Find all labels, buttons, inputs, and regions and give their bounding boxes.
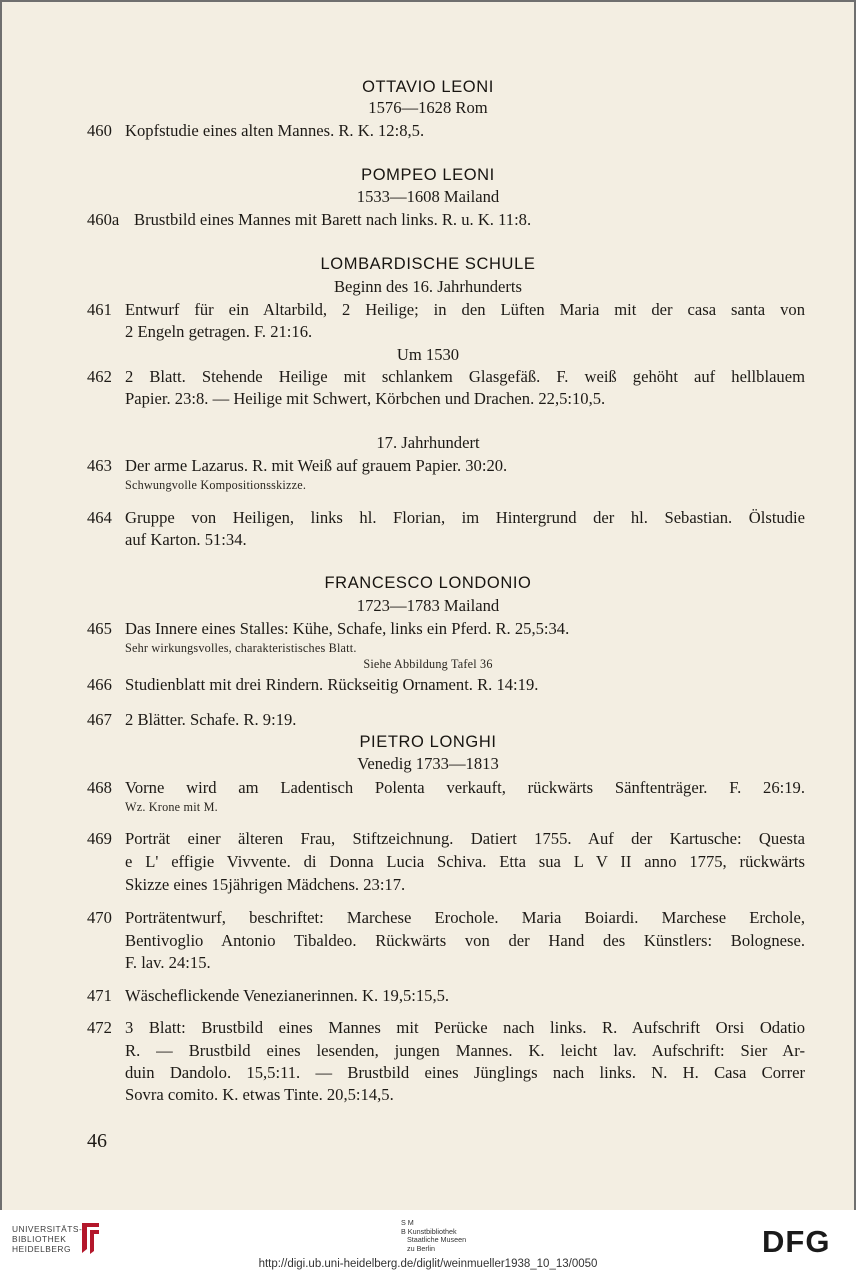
source-url[interactable]: http://digi.ub.uni-heidelberg.de/diglit/weinmueller1938_10_13/0050: [258, 1258, 598, 1270]
entry-number: 465: [87, 619, 112, 638]
kunstbibliothek-label[interactable]: [401, 1219, 466, 1253]
section-dates: Venedig 1733—1813: [357, 754, 499, 773]
entry-number: 470: [87, 908, 112, 927]
footer-bar: [0, 1210, 856, 1273]
entry-text: 2 Engeln getragen. F. 21:16.: [125, 322, 313, 341]
smb-label-line: zu Berlin: [407, 1243, 435, 1253]
entry-number: 461: [87, 300, 112, 319]
dfg-logo[interactable]: DFG: [762, 1224, 831, 1259]
entry-number: 466: [87, 675, 112, 694]
entry-text: e L' effigie Vivvente. di Donna Lucia Schiva. Etta sua L V II anno 1775, rückwärts: [125, 852, 805, 871]
section-heading-francesco-londonio: FRANCESCO LONDONIO: [324, 574, 532, 592]
entry-number: 471: [87, 986, 112, 1005]
illustration-reference: Siehe Abbildung Tafel 36: [363, 657, 493, 671]
entry-note: Schwungvolle Kompositionsskizze.: [125, 478, 307, 492]
university-label-line: UNIVERSITÄTS-: [12, 1224, 83, 1234]
entry-note: Sehr wirkungsvolles, charakteristisches Blatt.: [125, 641, 357, 655]
entry-text: auf Karton. 51:34.: [125, 530, 247, 549]
university-label-line: HEIDELBERG: [12, 1244, 71, 1254]
entry-text: Der arme Lazarus. R. mit Weiß auf grauem Papier. 30:20.: [125, 456, 508, 475]
entry-text: Skizze eines 15jährigen Mädchens. 23:17.: [125, 875, 406, 894]
entry-text: Porträt einer älteren Frau, Stiftzeichnung. Datiert 1755. Auf der Kartusche: Questa: [125, 829, 805, 848]
entry-number: 463: [87, 456, 112, 475]
catalog-page: [2, 2, 854, 1210]
entry-text: Studienblatt mit drei Rindern. Rückseitig Ornament. R. 14:19.: [125, 675, 539, 694]
section-dates: 1576—1628 Rom: [368, 98, 488, 117]
section-heading-pietro-longhi: PIETRO LONGHI: [359, 733, 497, 751]
page-number: 46: [87, 1130, 107, 1152]
entry-text: Wäscheflickende Venezianerinnen. K. 19,5:15,5.: [125, 986, 450, 1005]
entry-text: Entwurf für ein Altarbild, 2 Heilige; in den Lüften Maria mit der casa santa von: [125, 300, 805, 319]
university-label-line: BIBLIOTHEK: [12, 1234, 67, 1244]
entry-note: Wz. Krone mit M.: [125, 800, 218, 814]
section-subheading: 17. Jahrhundert: [376, 433, 480, 452]
entry-text: Sovra comito. K. etwas Tinte. 20,5:14,5.: [125, 1085, 394, 1104]
entry-text: Bentivoglio Antonio Tibaldeo. Rückwärts von der Hand des Künstlers: Bolognese.: [125, 931, 805, 950]
entry-text: F. lav. 24:15.: [125, 953, 211, 972]
entry-number: 460a: [87, 210, 120, 229]
entry-text: Gruppe von Heiligen, links hl. Florian, im Hintergrund der hl. Sebastian. Ölstudie: [125, 508, 805, 527]
entry-text: Porträtentwurf, beschriftet: Marchese Erochole. Maria Boiardi. Marchese Erchole,: [125, 908, 805, 927]
entry-text: duin Dandolo. 15,5:11. — Brustbild eines Jünglings nach links. N. H. Casa Correr: [125, 1063, 805, 1082]
section-subheading: Um 1530: [396, 345, 460, 364]
entry-text: Kopfstudie eines alten Mannes. R. K. 12:8,5.: [125, 121, 425, 140]
section-heading-pompeo-leoni: POMPEO LEONI: [361, 166, 495, 184]
entry-number: 472: [87, 1018, 112, 1037]
entry-number: 467: [87, 710, 112, 729]
section-subheading: Beginn des 16. Jahrhunderts: [333, 277, 523, 296]
smb-label-line: S M: [401, 1218, 414, 1227]
entry-text: 3 Blatt: Brustbild eines Mannes mit Perücke nach links. R. Aufschrift Orsi Odatio: [125, 1018, 805, 1037]
entry-text: Brustbild eines Mannes mit Barett nach links. R. u. K. 11:8.: [134, 210, 532, 229]
entry-text: Papier. 23:8. — Heilige mit Schwert, Körbchen und Drachen. 22,5:10,5.: [125, 389, 606, 408]
university-library-label[interactable]: [12, 1224, 82, 1254]
entry-number: 462: [87, 367, 112, 386]
section-dates: 1723—1783 Mailand: [356, 596, 500, 615]
entry-text: Das Innere eines Stalles: Kühe, Schafe, links ein Pferd. R. 25,5:34.: [125, 619, 570, 638]
entry-text: 2 Blätter. Schafe. R. 9:19.: [125, 710, 297, 729]
entry-number: 460: [87, 121, 112, 140]
section-heading-ottavio-leoni: OTTAVIO LEONI: [362, 78, 494, 96]
entry-text: R. — Brustbild eines lesenden, jungen Mannes. K. leicht lav. Aufschrift: Sier Ar-: [125, 1041, 805, 1060]
entry-text: Vorne wird am Ladentisch Polenta verkauft, rückwärts Sänftenträger. F. 26:19.: [125, 778, 805, 797]
entry-number: 468: [87, 778, 112, 797]
entry-number: 469: [87, 829, 112, 848]
section-dates: 1533—1608 Mailand: [356, 187, 500, 206]
entry-number: 464: [87, 508, 112, 527]
entry-text: 2 Blatt. Stehende Heilige mit schlankem Glasgefäß. F. weiß gehöht auf hellblauem: [125, 367, 805, 386]
university-logo-icon: [79, 1219, 103, 1255]
smb-label-line: B Kunstbibliothek: [401, 1226, 457, 1236]
section-heading-lombardische-schule: LOMBARDISCHE SCHULE: [320, 255, 536, 273]
smb-label-line: Staatliche Museen: [407, 1235, 467, 1245]
